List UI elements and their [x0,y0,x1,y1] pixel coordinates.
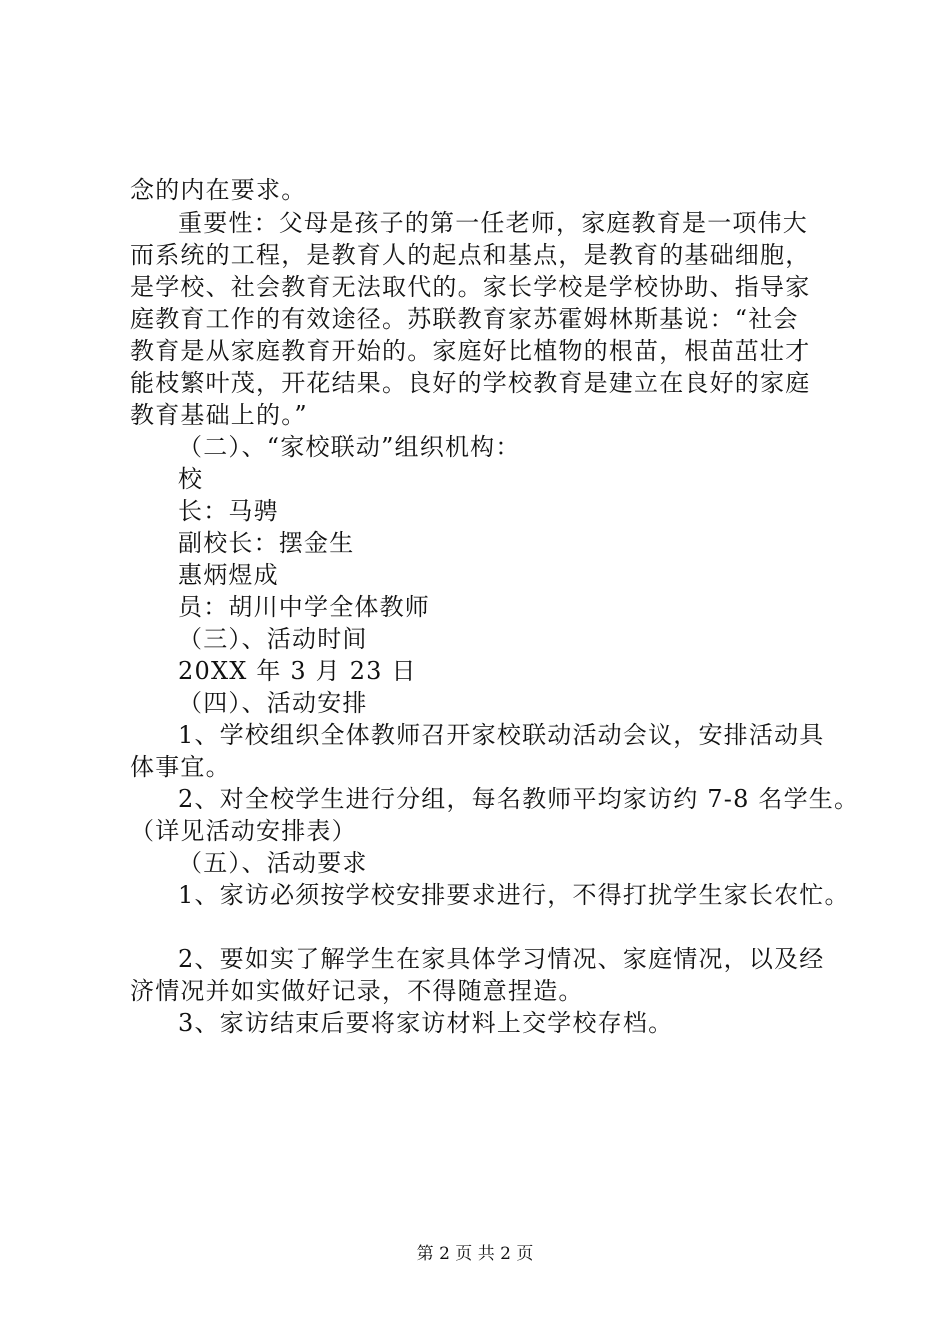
paragraph-line: 重要性：父母是孩子的第一任老师，家庭教育是一项伟大 [178,209,808,237]
paragraph-line: 校 [178,465,204,493]
paragraph-line: 惠炳煜成 [178,561,279,589]
paragraph-line: 济情况并如实做好记录，不得随意捏造。 [130,977,584,1005]
paragraph-line: 1、家访必须按学校安排要求进行，不得打扰学生家长农忙。 [178,881,850,909]
paragraph-line: 员：胡川中学全体教师 [178,593,430,621]
section-heading: （四）、活动安排 [178,689,368,717]
paragraph-line: 2、要如实了解学生在家具体学习情况、家庭情况，以及经 [178,945,825,973]
paragraph-line: （详见活动安排表） [130,817,357,845]
paragraph-line: 教育是从家庭教育开始的。家庭好比植物的根苗，根苗茁壮才 [130,337,811,365]
section-heading: （二）、“家校联动”组织机构： [178,433,521,461]
paragraph-line: 是学校、社会教育无法取代的。家长学校是学校协助、指导家 [130,273,811,301]
section-heading: （五）、活动要求 [178,849,368,877]
section-heading: （三）、活动时间 [178,625,368,653]
paragraph-line: 3、家访结束后要将家访材料上交学校存档。 [178,1009,674,1037]
paragraph-line: 长：马骋 [178,497,279,525]
paragraph-line: 能枝繁叶茂，开花结果。良好的学校教育是建立在良好的家庭 [130,369,811,397]
paragraph-line: 庭教育工作的有效途径。苏联教育家苏霍姆林斯基说：“社会 [130,305,799,333]
paragraph-line: 2、对全校学生进行分组，每名教师平均家访约 7-8 名学生。 [178,785,860,813]
paragraph-line: 体事宜。 [130,753,231,781]
paragraph-line: 教育基础上的。” [130,401,308,429]
page-number-footer: 第 2 页 共 2 页 [416,1244,534,1264]
paragraph-line: 念的内在要求。 [130,176,307,204]
paragraph-line: 副校长：摆金生 [178,529,355,557]
paragraph-line: 1、学校组织全体教师召开家校联动活动会议，安排活动具 [178,721,825,749]
paragraph-line: 20XX 年 3 月 23 日 [178,657,417,685]
paragraph-line: 而系统的工程，是教育人的起点和基点，是教育的基础细胞， [130,241,811,269]
